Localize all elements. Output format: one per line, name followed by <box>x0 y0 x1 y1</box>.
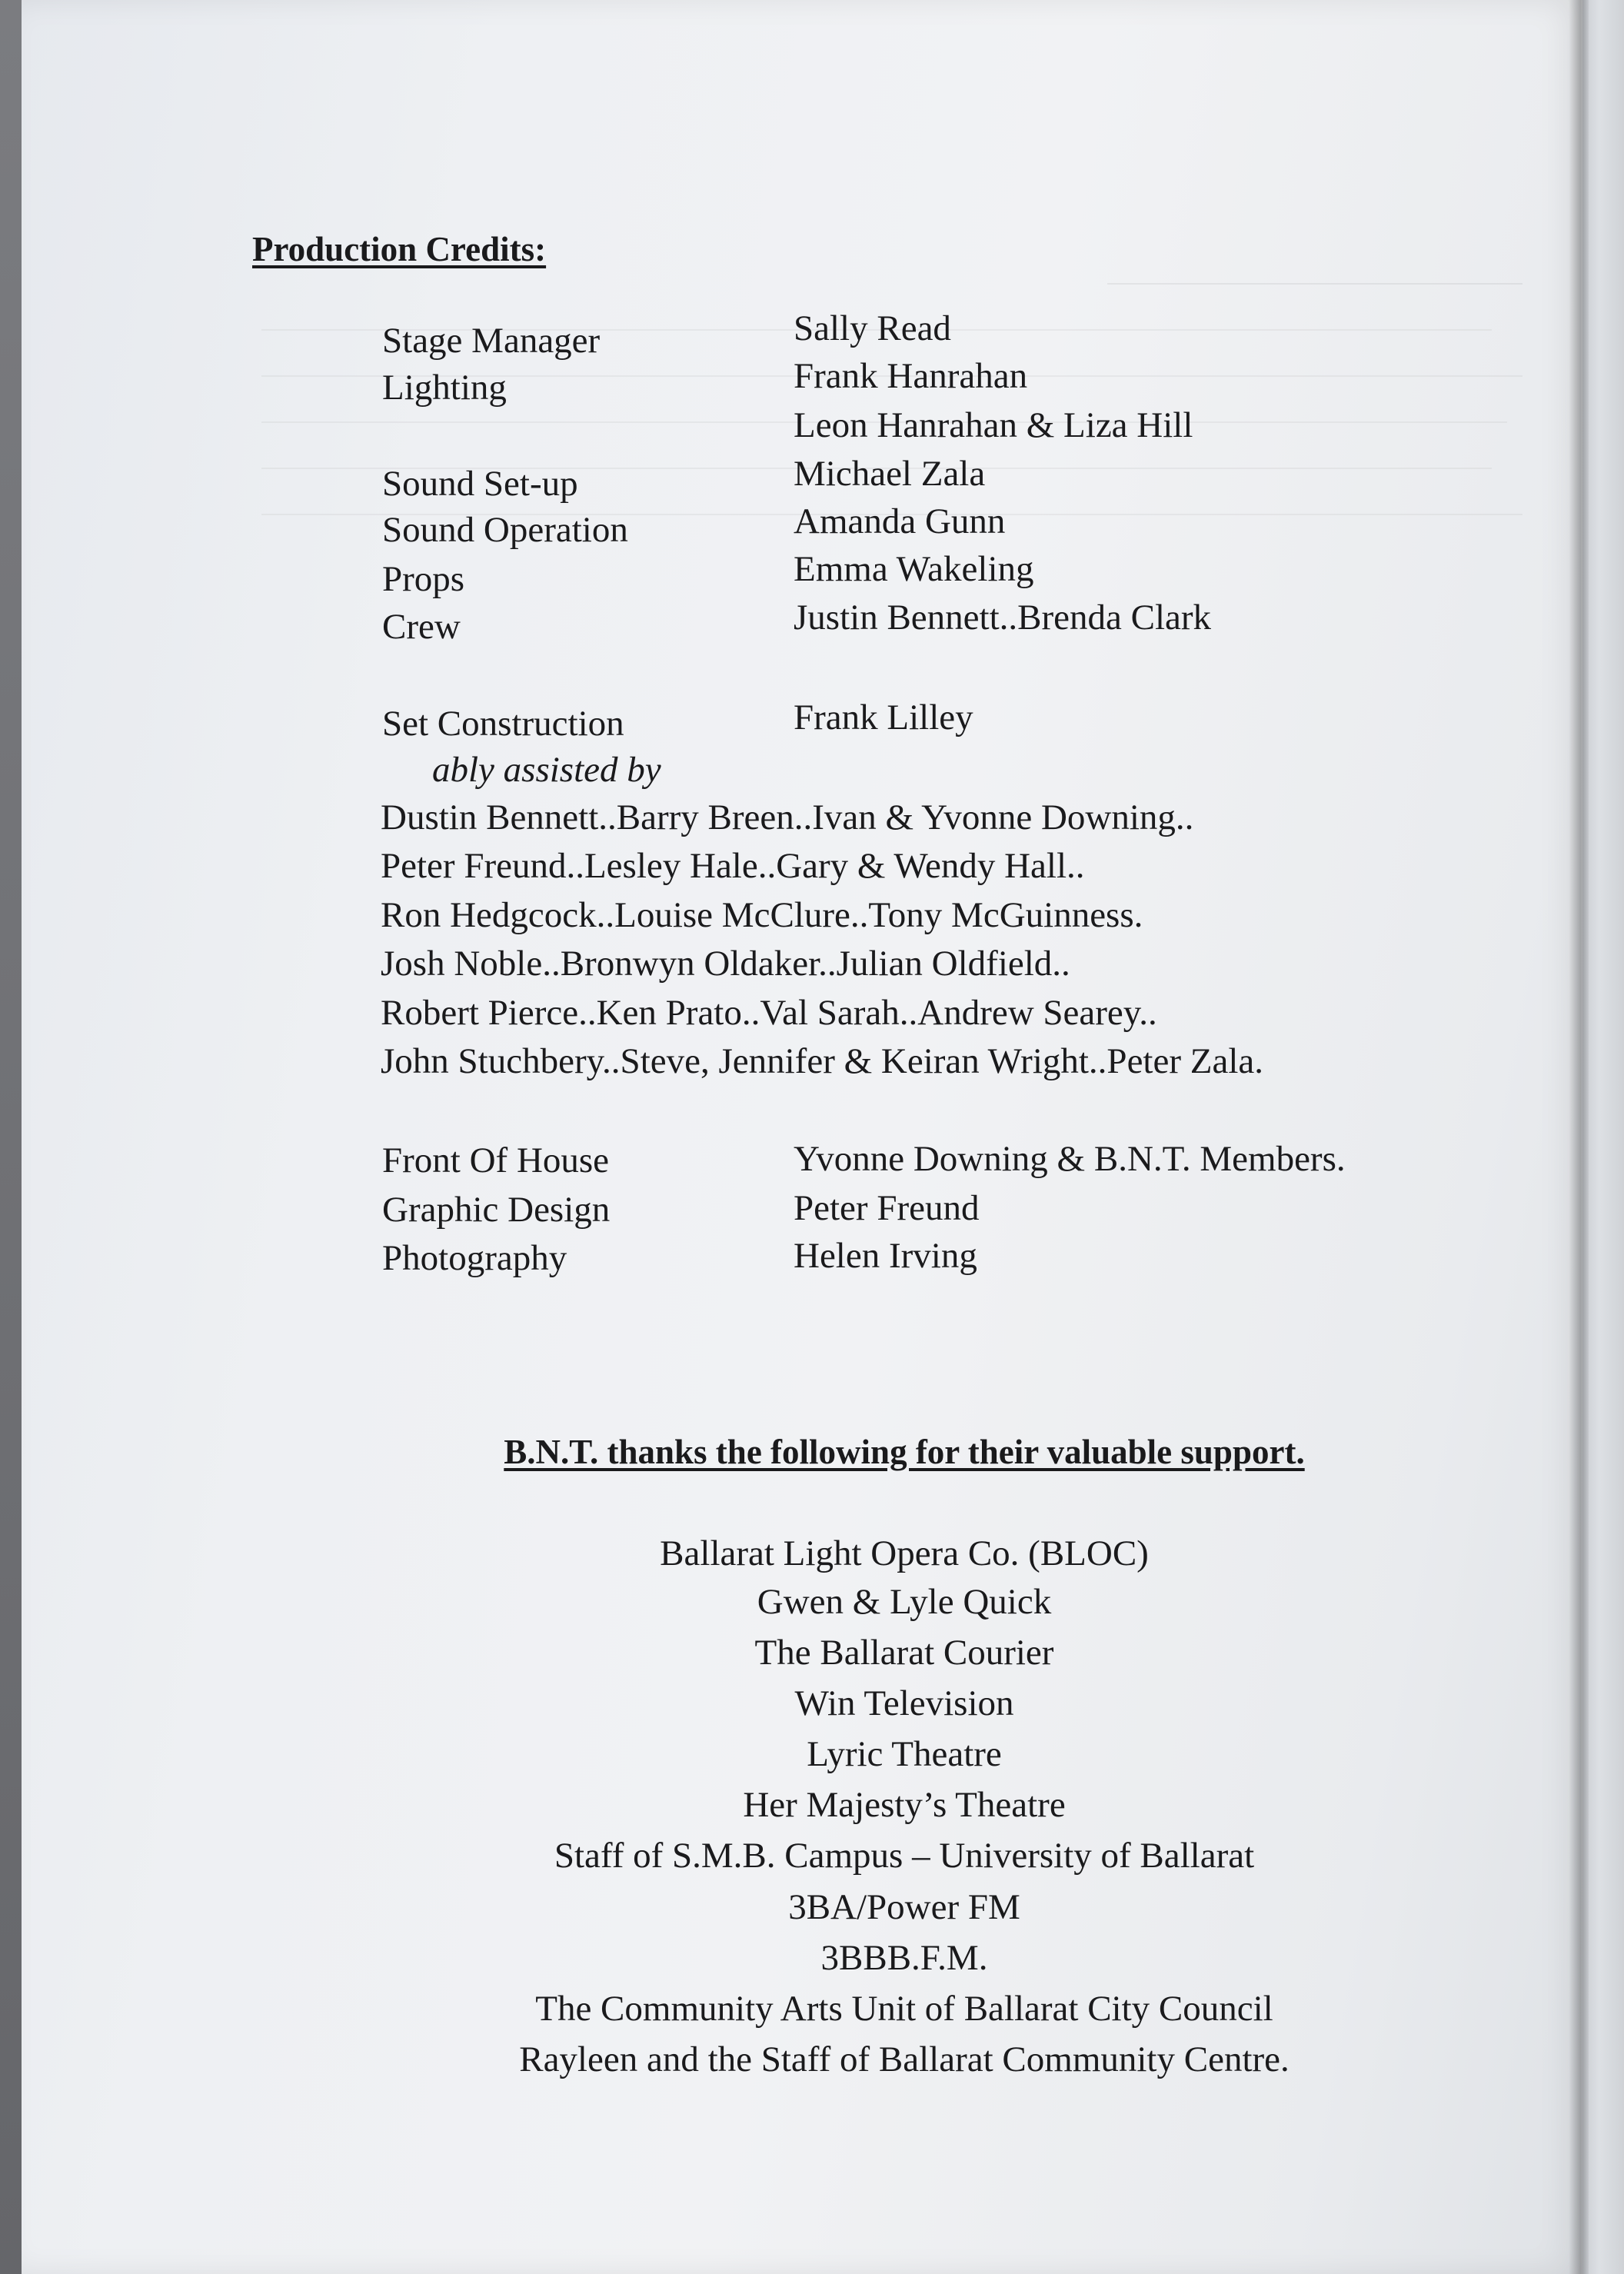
sponsor-line: The Ballarat Courier <box>754 1633 1054 1673</box>
sponsor-line: 3BA/Power FM <box>788 1887 1020 1927</box>
thanks-heading: B.N.T. thanks the following for their valuable support. <box>504 1433 1305 1471</box>
ably-assisted-label: ably assisted by <box>432 750 661 790</box>
credit-name: Helen Irving <box>794 1236 977 1276</box>
page-gutter-shadow <box>1569 0 1589 2274</box>
sponsor-line: Win Television <box>794 1683 1014 1723</box>
credit-role: Sound Set-up <box>382 464 578 504</box>
credit-name: Justin Bennett..Brenda Clark <box>794 598 1212 638</box>
credit-role: Crew <box>382 607 461 647</box>
helper-names-line: Ron Hedgcock..Louise McClure..Tony McGuinness. <box>381 895 1143 935</box>
helper-names-line: Josh Noble..Bronwyn Oldaker..Julian Oldfield.. <box>381 944 1070 984</box>
sponsor-line: Ballarat Light Opera Co. (BLOC) <box>660 1533 1149 1573</box>
credit-name: Yvonne Downing & B.N.T. Members. <box>794 1139 1346 1179</box>
credit-role: Lighting <box>382 368 507 408</box>
credit-role: Graphic Design <box>382 1190 611 1230</box>
credit-name: Amanda Gunn <box>794 501 1006 541</box>
sponsor-line: Rayleen and the Staff of Ballarat Community Centre. <box>519 2039 1290 2079</box>
sponsor-line: The Community Arts Unit of Ballarat City Council <box>535 1989 1273 2029</box>
helper-names-line: Robert Pierce..Ken Prato..Val Sarah..Andrew Searey.. <box>381 993 1157 1033</box>
credit-role: Photography <box>382 1238 567 1278</box>
credit-role: Front Of House <box>382 1140 610 1180</box>
credit-name: Michael Zala <box>794 454 986 494</box>
credit-role: Stage Manager <box>382 321 601 361</box>
set-construction-role: Set Construction <box>382 704 624 744</box>
sponsor-line: Gwen & Lyle Quick <box>757 1582 1052 1622</box>
credit-name: Leon Hanrahan & Liza Hill <box>794 405 1193 445</box>
production-credits-heading: Production Credits: <box>252 230 547 268</box>
credit-name: Frank Hanrahan <box>794 356 1028 396</box>
sponsor-line: 3BBB.F.M. <box>820 1938 988 1978</box>
helper-names-line: Dustin Bennett..Barry Breen..Ivan & Yvonne Downing.. <box>381 797 1194 837</box>
credit-role: Sound Operation <box>382 510 628 550</box>
sponsor-line: Her Majesty’s Theatre <box>743 1785 1066 1825</box>
credit-name: Emma Wakeling <box>794 549 1034 589</box>
adjacent-page-edge <box>1582 0 1624 2274</box>
helper-names-line: Peter Freund..Lesley Hale..Gary & Wendy Hall.. <box>381 846 1085 886</box>
helper-names-line: John Stuchbery..Steve, Jennifer & Keiran Wright..Peter Zala. <box>381 1041 1263 1081</box>
set-construction-name: Frank Lilley <box>794 698 973 737</box>
credit-role: Props <box>382 559 465 599</box>
sponsor-line: Staff of S.M.B. Campus – University of Ballarat <box>554 1836 1255 1876</box>
credit-name: Sally Read <box>794 308 951 348</box>
credit-name: Peter Freund <box>794 1188 980 1228</box>
sponsor-line: Lyric Theatre <box>807 1734 1002 1774</box>
